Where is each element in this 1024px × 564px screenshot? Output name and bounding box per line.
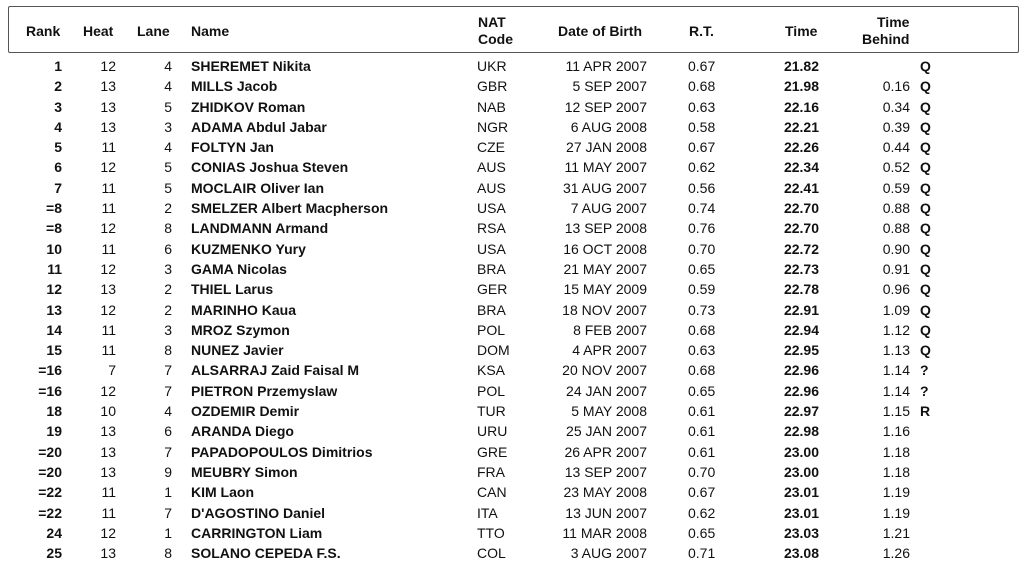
dob-cell: 7 AUG 2007: [570, 200, 647, 217]
qualification-mark-cell: Q: [920, 301, 931, 318]
table-row: [0, 421, 1024, 441]
athlete-name-cell: CARRINGTON Liam: [191, 524, 323, 541]
rank-cell: =20: [38, 463, 62, 480]
qualification-mark-cell: Q: [920, 139, 931, 156]
heat-cell: 12: [100, 159, 116, 176]
qualification-mark-cell: Q: [920, 159, 931, 176]
athlete-name-cell: FOLTYN Jan: [191, 139, 274, 156]
nat-code-cell: BRA: [477, 301, 506, 318]
athlete-name-cell: OZDEMIR Demir: [191, 403, 300, 420]
dob-cell: 6 AUG 2008: [570, 118, 647, 135]
athlete-name-cell: MEUBRY Simon: [191, 463, 298, 480]
nat-code-cell: NGR: [477, 118, 509, 135]
dob-cell: 24 JAN 2007: [566, 382, 647, 399]
reaction-time-cell: 0.68: [688, 321, 716, 338]
qualification-mark-cell: ?: [920, 362, 929, 379]
athlete-name-cell: CONIAS Joshua Steven: [191, 159, 349, 176]
qualification-mark-cell: Q: [920, 240, 931, 257]
time-cell: 22.97: [783, 403, 819, 420]
reaction-time-cell: 0.63: [688, 342, 716, 359]
heat-cell: 11: [101, 139, 116, 156]
nat-code-cell: TTO: [477, 524, 505, 541]
reaction-time-cell: 0.71: [688, 545, 716, 562]
table-row: [0, 56, 1024, 76]
dob-cell: 15 MAY 2009: [563, 281, 647, 298]
reaction-time-cell: 0.58: [688, 118, 716, 135]
header-name: Name: [191, 23, 230, 39]
lane-cell: 5: [164, 179, 172, 196]
reaction-time-cell: 0.62: [688, 504, 716, 521]
reaction-time-cell: 0.68: [688, 362, 716, 379]
time-cell: 22.91: [783, 301, 819, 318]
dob-cell: 5 SEP 2007: [572, 78, 647, 95]
rank-cell: 18: [46, 403, 62, 420]
athlete-name-cell: D'AGOSTINO Daniel: [191, 504, 326, 521]
nat-code-cell: RSA: [477, 220, 506, 237]
time-cell: 22.70: [783, 200, 819, 217]
rank-cell: =16: [38, 362, 62, 379]
qualification-mark-cell: Q: [920, 118, 931, 135]
nat-code-cell: TUR: [477, 403, 506, 420]
athlete-name-cell: GAMA Nicolas: [191, 260, 287, 277]
heat-cell: 13: [100, 281, 116, 298]
dob-cell: 20 NOV 2007: [562, 362, 647, 379]
rank-cell: 7: [54, 179, 62, 196]
time-behind-cell: 0.90: [882, 240, 910, 257]
dob-cell: 13 JUN 2007: [565, 504, 647, 521]
time-cell: 22.94: [783, 321, 819, 338]
qualification-mark-cell: Q: [920, 342, 931, 359]
athlete-name-cell: NUNEZ Javier: [191, 342, 284, 359]
reaction-time-cell: 0.76: [688, 220, 716, 237]
time-cell: 23.08: [783, 545, 819, 562]
time-cell: 22.16: [783, 98, 819, 115]
dob-cell: 16 OCT 2008: [563, 240, 647, 257]
dob-cell: 11 APR 2007: [565, 58, 647, 74]
heat-cell: 11: [101, 342, 116, 359]
lane-cell: 8: [164, 342, 172, 359]
lane-cell: 4: [164, 139, 172, 156]
nat-code-cell: AUS: [477, 179, 506, 196]
header-heat: Heat: [83, 23, 114, 39]
rank-cell: 10: [46, 240, 62, 257]
table-row: [0, 442, 1024, 462]
time-behind-cell: 0.59: [882, 179, 910, 196]
reaction-time-cell: 0.61: [688, 443, 716, 460]
heat-cell: 12: [100, 58, 116, 74]
heat-cell: 13: [100, 443, 116, 460]
nat-code-cell: DOM: [477, 342, 510, 359]
reaction-time-cell: 0.59: [688, 281, 716, 298]
table-row: [0, 320, 1024, 340]
reaction-time-cell: 0.67: [688, 139, 716, 156]
time-cell: 21.98: [783, 78, 819, 95]
lane-cell: 2: [164, 301, 172, 318]
time-cell: 22.26: [783, 139, 819, 156]
qualification-mark-cell: Q: [920, 281, 931, 298]
heat-cell: 12: [100, 382, 116, 399]
time-behind-cell: 0.34: [882, 98, 910, 115]
rank-cell: 4: [54, 118, 62, 135]
table-row: [0, 198, 1024, 218]
athlete-name-cell: ARANDA Diego: [191, 423, 294, 440]
nat-code-cell: CAN: [477, 484, 507, 501]
athlete-name-cell: SHEREMET Nikita: [191, 58, 311, 74]
nat-code-cell: POL: [477, 382, 506, 399]
header-rank: Rank: [26, 23, 61, 39]
rank-cell: 15: [46, 342, 62, 359]
time-behind-cell: 0.88: [882, 220, 910, 237]
header-rt: R.T.: [689, 23, 714, 39]
time-behind-cell: 1.12: [882, 321, 910, 338]
athlete-name-cell: MROZ Szymon: [191, 321, 290, 338]
time-cell: 22.73: [783, 260, 819, 277]
dob-cell: 13 SEP 2008: [564, 220, 647, 237]
lane-cell: 5: [164, 159, 172, 176]
athlete-name-cell: MILLS Jacob: [191, 78, 278, 95]
heat-cell: 13: [100, 118, 116, 135]
reaction-time-cell: 0.63: [688, 98, 716, 115]
lane-cell: 3: [164, 118, 172, 135]
table-row: [0, 360, 1024, 380]
table-row: [0, 157, 1024, 177]
header-nat-line2: Code: [478, 31, 513, 47]
heat-cell: 11: [101, 504, 116, 521]
dob-cell: 4 APR 2007: [572, 342, 647, 359]
time-cell: 22.78: [783, 281, 819, 298]
time-behind-cell: 1.19: [882, 504, 910, 521]
time-cell: 22.34: [783, 159, 819, 176]
reaction-time-cell: 0.62: [688, 159, 716, 176]
lane-cell: 1: [164, 524, 172, 541]
athlete-name-cell: MOCLAIR Oliver Ian: [191, 179, 325, 196]
time-behind-cell: 1.18: [882, 463, 910, 480]
qualification-mark-cell: Q: [920, 98, 931, 115]
heat-cell: 12: [100, 524, 116, 541]
rank-cell: 13: [46, 301, 62, 318]
rank-cell: =8: [46, 200, 62, 217]
heat-cell: 11: [101, 240, 116, 257]
dob-cell: 18 NOV 2007: [562, 301, 647, 318]
heat-cell: 11: [101, 200, 116, 217]
reaction-time-cell: 0.65: [688, 524, 716, 541]
dob-cell: 21 MAY 2007: [563, 260, 647, 277]
table-row: [0, 401, 1024, 421]
time-behind-cell: 0.16: [882, 78, 910, 95]
athlete-name-cell: LANDMANN Armand: [191, 220, 329, 237]
table-row: [0, 218, 1024, 238]
qualification-mark-cell: Q: [920, 58, 931, 74]
time-cell: 21.82: [783, 58, 819, 74]
table-row: [0, 117, 1024, 137]
time-cell: 23.03: [783, 524, 819, 541]
rank-cell: 3: [54, 98, 62, 115]
dob-cell: 26 APR 2007: [564, 443, 647, 460]
header-lane: Lane: [137, 23, 170, 39]
lane-cell: 8: [164, 545, 172, 562]
lane-cell: 7: [164, 504, 172, 521]
lane-cell: 9: [164, 463, 172, 480]
time-behind-cell: 0.44: [882, 139, 910, 156]
lane-cell: 2: [164, 281, 172, 298]
dob-cell: 31 AUG 2007: [562, 179, 647, 196]
dob-cell: 23 MAY 2008: [563, 484, 647, 501]
dob-cell: 5 MAY 2008: [571, 403, 647, 420]
rank-cell: =20: [38, 443, 62, 460]
athlete-name-cell: ADAMA Abdul Jabar: [191, 118, 327, 135]
athlete-name-cell: SMELZER Albert Macpherson: [191, 200, 389, 217]
nat-code-cell: ITA: [477, 504, 498, 521]
lane-cell: 3: [164, 321, 172, 338]
results-table-body: [0, 56, 1024, 563]
time-behind-cell: 1.14: [882, 382, 910, 399]
time-cell: 23.01: [783, 504, 819, 521]
lane-cell: 3: [164, 260, 172, 277]
rank-cell: 24: [46, 524, 62, 541]
dob-cell: 27 JAN 2008: [566, 139, 647, 156]
lane-cell: 1: [164, 484, 172, 501]
dob-cell: 11 MAR 2008: [562, 524, 647, 541]
time-behind-cell: 0.52: [882, 159, 910, 176]
lane-cell: 5: [164, 98, 172, 115]
table-row: [0, 543, 1024, 563]
time-behind-cell: 1.18: [882, 443, 910, 460]
qualification-mark-cell: R: [920, 403, 931, 420]
reaction-time-cell: 0.61: [688, 423, 716, 440]
athlete-name-cell: ALSARRAJ Zaid Faisal M: [191, 362, 360, 379]
nat-code-cell: USA: [477, 240, 506, 257]
time-behind-cell: 1.16: [882, 423, 910, 440]
time-cell: 22.95: [783, 342, 819, 359]
reaction-time-cell: 0.73: [688, 301, 716, 318]
athlete-name-cell: ZHIDKOV Roman: [191, 98, 306, 115]
rank-cell: 25: [46, 545, 62, 562]
rank-cell: 5: [54, 139, 62, 156]
time-behind-cell: 1.21: [882, 524, 910, 541]
header-time: Time: [785, 23, 818, 39]
time-cell: 22.96: [783, 362, 819, 379]
lane-cell: 4: [164, 403, 172, 420]
qualification-mark-cell: Q: [920, 321, 931, 338]
time-behind-cell: 1.14: [882, 362, 910, 379]
heat-cell: 10: [100, 403, 116, 420]
rank-cell: 1: [54, 58, 62, 74]
time-behind-cell: 1.09: [882, 301, 910, 318]
qualification-mark-cell: Q: [920, 260, 931, 277]
rank-cell: =8: [46, 220, 62, 237]
athlete-name-cell: PIETRON Przemyslaw: [191, 382, 338, 399]
reaction-time-cell: 0.65: [688, 260, 716, 277]
heat-cell: 13: [100, 423, 116, 440]
time-behind-cell: 0.88: [882, 200, 910, 217]
reaction-time-cell: 0.67: [688, 484, 716, 501]
time-behind-cell: 1.13: [882, 342, 910, 359]
nat-code-cell: KSA: [477, 362, 506, 379]
heat-cell: 12: [100, 260, 116, 277]
nat-code-cell: COL: [477, 545, 506, 562]
dob-cell: 13 SEP 2007: [564, 463, 647, 480]
dob-cell: 11 MAY 2007: [564, 159, 647, 176]
header-dob: Date of Birth: [558, 23, 642, 39]
time-behind-cell: 0.39: [882, 118, 910, 135]
heat-cell: 13: [100, 463, 116, 480]
lane-cell: 4: [164, 78, 172, 95]
heat-cell: 11: [101, 179, 116, 196]
table-row: [0, 340, 1024, 360]
header-nat-line1: NAT: [478, 14, 506, 30]
table-row: [0, 503, 1024, 523]
lane-cell: 6: [164, 240, 172, 257]
heat-cell: 13: [100, 545, 116, 562]
heat-cell: 12: [100, 301, 116, 318]
table-row: [0, 482, 1024, 502]
lane-cell: 7: [164, 362, 172, 379]
heat-cell: 7: [108, 362, 116, 379]
lane-cell: 8: [164, 220, 172, 237]
table-row: [0, 178, 1024, 198]
nat-code-cell: AUS: [477, 159, 506, 176]
time-cell: 22.70: [783, 220, 819, 237]
athlete-name-cell: KUZMENKO Yury: [191, 240, 306, 257]
table-row: [0, 279, 1024, 299]
nat-code-cell: FRA: [477, 463, 505, 480]
nat-code-cell: POL: [477, 321, 506, 338]
reaction-time-cell: 0.70: [688, 463, 716, 480]
rank-cell: 19: [46, 423, 62, 440]
qualification-mark-cell: Q: [920, 220, 931, 237]
reaction-time-cell: 0.65: [688, 382, 716, 399]
reaction-time-cell: 0.74: [688, 200, 716, 217]
nat-code-cell: GBR: [477, 78, 508, 95]
athlete-name-cell: MARINHO Kaua: [191, 301, 297, 318]
reaction-time-cell: 0.68: [688, 78, 716, 95]
rank-cell: 14: [46, 321, 62, 338]
heat-cell: 13: [100, 78, 116, 95]
time-cell: 23.00: [783, 463, 819, 480]
nat-code-cell: USA: [477, 200, 506, 217]
lane-cell: 6: [164, 423, 172, 440]
header-behind-line2: Behind: [862, 31, 910, 47]
time-behind-cell: 1.15: [882, 403, 910, 420]
lane-cell: 7: [164, 382, 172, 399]
rank-cell: 11: [47, 260, 62, 277]
table-row: [0, 76, 1024, 96]
qualification-mark-cell: Q: [920, 78, 931, 95]
table-row: [0, 259, 1024, 279]
lane-cell: 7: [164, 443, 172, 460]
time-cell: 22.96: [783, 382, 819, 399]
table-row: [0, 239, 1024, 259]
qualification-mark-cell: Q: [920, 179, 931, 196]
rank-cell: 2: [54, 78, 62, 95]
nat-code-cell: UKR: [477, 58, 507, 74]
athlete-name-cell: KIM Laon: [191, 484, 254, 501]
dob-cell: 12 SEP 2007: [564, 98, 647, 115]
dob-cell: 25 JAN 2007: [566, 423, 647, 440]
reaction-time-cell: 0.67: [688, 58, 716, 74]
rank-cell: 6: [54, 159, 62, 176]
heat-cell: 11: [101, 484, 116, 501]
time-cell: 23.01: [783, 484, 819, 501]
time-behind-cell: 0.96: [882, 281, 910, 298]
athlete-name-cell: SOLANO CEPEDA F.S.: [191, 545, 341, 562]
reaction-time-cell: 0.56: [688, 179, 716, 196]
time-cell: 22.41: [783, 179, 819, 196]
rank-cell: =16: [38, 382, 62, 399]
heat-cell: 11: [101, 321, 116, 338]
table-row: [0, 381, 1024, 401]
nat-code-cell: GER: [477, 281, 508, 298]
time-behind-cell: 1.26: [882, 545, 910, 562]
reaction-time-cell: 0.61: [688, 403, 716, 420]
heat-cell: 13: [100, 98, 116, 115]
heat-cell: 12: [100, 220, 116, 237]
nat-code-cell: NAB: [477, 98, 506, 115]
time-cell: 23.00: [783, 443, 819, 460]
results-table-header: [8, 6, 1019, 53]
qualification-mark-cell: Q: [920, 200, 931, 217]
rank-cell: 12: [46, 281, 62, 298]
table-row: [0, 523, 1024, 543]
rank-cell: =22: [38, 484, 62, 501]
time-cell: 22.98: [783, 423, 819, 440]
table-row: [0, 97, 1024, 117]
dob-cell: 3 AUG 2007: [570, 545, 647, 562]
time-cell: 22.72: [783, 240, 819, 257]
table-row: [0, 462, 1024, 482]
nat-code-cell: URU: [477, 423, 508, 440]
athlete-name-cell: PAPADOPOULOS Dimitrios: [191, 443, 373, 460]
dob-cell: 8 FEB 2007: [573, 321, 647, 338]
nat-code-cell: CZE: [477, 139, 505, 156]
time-behind-cell: 1.19: [882, 484, 910, 501]
reaction-time-cell: 0.70: [688, 240, 716, 257]
header-behind-line1: Time: [877, 14, 910, 30]
lane-cell: 2: [164, 200, 172, 217]
lane-cell: 4: [164, 58, 172, 74]
rank-cell: =22: [38, 504, 62, 521]
time-behind-cell: 0.91: [882, 260, 910, 277]
table-row: [0, 137, 1024, 157]
nat-code-cell: GRE: [477, 443, 508, 460]
time-cell: 22.21: [783, 118, 819, 135]
qualification-mark-cell: ?: [920, 382, 929, 399]
nat-code-cell: BRA: [477, 260, 506, 277]
table-row: [0, 300, 1024, 320]
athlete-name-cell: THIEL Larus: [191, 281, 274, 298]
